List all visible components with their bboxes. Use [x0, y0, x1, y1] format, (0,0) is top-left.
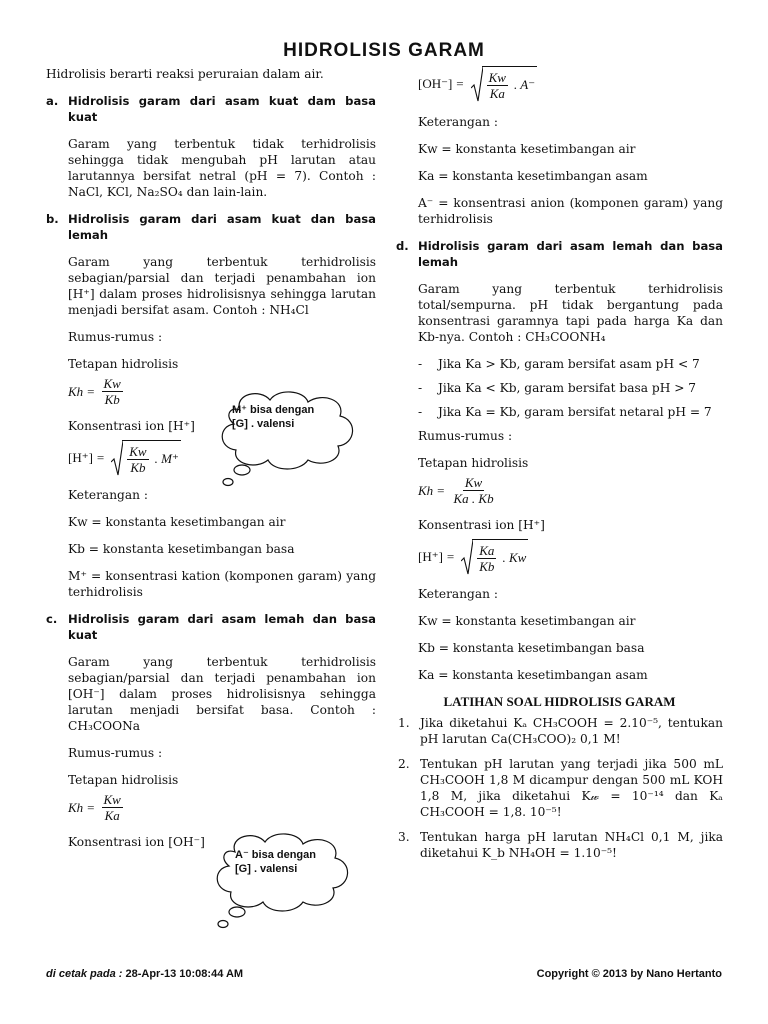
- section-c-konsentrasi-label: Konsentrasi ion [OH⁻]: [68, 835, 205, 849]
- section-b-heading: [46, 211, 376, 243]
- section-b-konsentrasi-label: Konsentrasi ion [H⁺]: [68, 419, 195, 433]
- section-b-title: Hidrolisis garam dari asam kuat dan basa lemah: [68, 212, 376, 242]
- cloud-note-m: M⁺ bisa dengan [G] . valensi: [232, 404, 315, 430]
- list-item: 2. Tentukan pH larutan yang terjadi jika 500 mL CH₃COOH 1,8 M dicampur dengan 500 mL KOH 1,8 M, jika diketahui K𝓌 = 10⁻¹⁴ dan Kₐ CH₃COOH = 1,8. 10⁻⁵!: [398, 757, 723, 819]
- section-b-ket-m: M⁺ = konsentrasi kation (komponen garam) yang terhidrolisis: [68, 569, 376, 599]
- m-plus-term: . M⁺: [154, 451, 179, 466]
- copyright: Copyright © 2013 by Nano Hertanto: [536, 968, 722, 980]
- section-b-body: Garam yang terbentuk terhidrolisis sebagian/parsial dan terjadi penambahan ion [H⁺] dalam proses hidrolisisnya sehingga larutan menjadi bersifat asam. Contoh : NH₄Cl: [68, 255, 376, 317]
- square-root: $\frac{Kw}{Ka}$ . A⁻: [471, 66, 537, 102]
- section-d-ket-kw: Kw = konstanta kesetimbangan air: [418, 614, 636, 628]
- list-item: - Jika Ka = Kb, garam bersifat netaral pH = 7: [418, 405, 712, 419]
- section-d-kh-formula: Kh = $\frac{Kw}{Ka . Kb}$: [418, 475, 494, 506]
- list-item: - Jika Ka < Kb, garam bersifat basa pH > 7: [418, 381, 697, 395]
- section-d-title: Hidrolisis garam dari asam lemah dan basa lemah: [418, 239, 723, 269]
- h-ion-symbol: [H⁺]: [68, 450, 93, 465]
- print-date: [46, 968, 243, 980]
- section-b-ket-kb: Kb = konstanta kesetimbangan basa: [68, 542, 295, 556]
- section-c-heading: [46, 611, 376, 643]
- kw-term: . Kw: [502, 550, 527, 565]
- section-c-keterangan: Keterangan :: [418, 115, 498, 129]
- section-b-tetapan-label: Tetapan hidrolisis: [68, 357, 179, 371]
- section-d-ket-ka: Ka = konstanta kesetimbangan asam: [418, 668, 648, 682]
- printed-date: 28-Apr-13 10:08:44 AM: [125, 968, 244, 980]
- section-c-kh-formula: Kh = $\frac{Kw}{Ka}$: [68, 792, 121, 823]
- section-c-rumus-label: Rumus-rumus :: [68, 746, 163, 760]
- section-a-heading: [46, 93, 376, 125]
- section-b-keterangan: Keterangan :: [68, 488, 148, 502]
- section-d-ket-kb: Kb = konstanta kesetimbangan basa: [418, 641, 645, 655]
- printed-label: di cetak pada :: [46, 968, 123, 980]
- equals-sign: =: [87, 383, 95, 399]
- section-d-rumus-label: Rumus-rumus :: [418, 429, 513, 443]
- section-d-keterangan: Keterangan :: [418, 587, 498, 601]
- kw-over-kakb-fraction: $\frac{Kw}{Ka . Kb}$: [453, 475, 494, 506]
- section-d-letter: d.: [396, 239, 409, 253]
- list-item: 1. Jika diketahui Kₐ CH₃COOH = 2.10⁻⁵, tentukan pH larutan Ca(CH₃COO)₂ 0,1 M!: [398, 716, 723, 746]
- section-c-oh-formula: [OH⁻] = $\frac{Kw}{Ka}$ . A⁻: [418, 66, 723, 102]
- page-title: HIDROLISIS GARAM: [283, 40, 485, 61]
- cloud-note-a: A⁻ bisa dengan [G] . valensi: [235, 849, 316, 875]
- section-b-rumus-label: Rumus-rumus :: [68, 330, 163, 344]
- kh-symbol: Kh: [68, 383, 84, 399]
- list-item: 3. Tentukan harga pH larutan NH₄Cl 0,1 M, jika diketahui K_b NH₄OH = 1.10⁻⁵!: [398, 830, 723, 860]
- section-a-title: Hidrolisis garam dari asam kuat dam basa kuat: [68, 94, 376, 124]
- section-d-tetapan-label: Tetapan hidrolisis: [418, 456, 529, 470]
- section-d-body: Garam yang terbentuk terhidrolisis total/sempurna. pH tidak bergantung pada konsentrasi garamnya tapi pada harga Ka dan Kb-nya. Contoh : CH₃COONH₄: [418, 282, 723, 344]
- list-item: - Jika Ka > Kb, garam bersifat asam pH < 7: [418, 357, 700, 371]
- fraction-denominator: Kb: [104, 392, 120, 407]
- right-column: [396, 66, 723, 870]
- square-root: $\frac{Kw}{Kb}$ . M⁺: [111, 440, 181, 476]
- section-c-body: Garam yang terbentuk terhidrolisis sebagian/parsial dan terjadi penambahan ion [OH⁻] dalam proses hidrolisisnya sehingga larutan menjadi bersifat basa. Contoh : CH₃COONa: [68, 655, 376, 733]
- kw-over-kb-fraction: [102, 376, 123, 407]
- section-c-title: Hidrolisis garam dari asam lemah dan basa kuat: [68, 612, 376, 642]
- oh-ion-symbol: [OH⁻]: [418, 76, 453, 91]
- section-c-ket-a: A⁻ = konsentrasi anion (komponen garam) yang terhidrolisis: [418, 196, 723, 226]
- section-c-letter: c.: [46, 612, 58, 626]
- square-root: $\frac{Ka}{Kb}$ . Kw: [461, 539, 528, 575]
- section-d-h-formula: [H⁺] = $\frac{Ka}{Kb}$ . Kw: [418, 539, 723, 575]
- section-a-body: Garam yang terbentuk tidak terhidrolisis sehingga tidak mengubah pH larutan atau larutannya bersifat netral (pH = 7). Contoh : NaCl, KCl, Na₂SO₄ dan lain-lain.: [68, 137, 376, 199]
- intro-text: Hidrolisis berarti reaksi peruraian dalam air.: [46, 67, 324, 81]
- section-b-ket-kw: Kw = konstanta kesetimbangan air: [68, 515, 286, 529]
- section-c-tetapan-label: Tetapan hidrolisis: [68, 773, 179, 787]
- section-c-ket-ka: Ka = konstanta kesetimbangan asam: [418, 169, 648, 183]
- section-b-letter: b.: [46, 212, 59, 226]
- kw-over-ka-fraction: $\frac{Kw}{Ka}$: [103, 792, 121, 823]
- section-d-konsentrasi-label: Konsentrasi ion [H⁺]: [418, 518, 545, 532]
- section-c-ket-kw: Kw = konstanta kesetimbangan air: [418, 142, 636, 156]
- latihan-title: LATIHAN SOAL HIDROLISIS GARAM: [443, 694, 676, 709]
- thought-cloud-icon: [207, 830, 357, 930]
- section-a-letter: a.: [46, 94, 59, 108]
- fraction-numerator: Kw: [103, 376, 121, 391]
- section-d-heading: [396, 238, 723, 270]
- a-minus-term: . A⁻: [513, 77, 536, 92]
- equals-sign: =: [96, 450, 105, 465]
